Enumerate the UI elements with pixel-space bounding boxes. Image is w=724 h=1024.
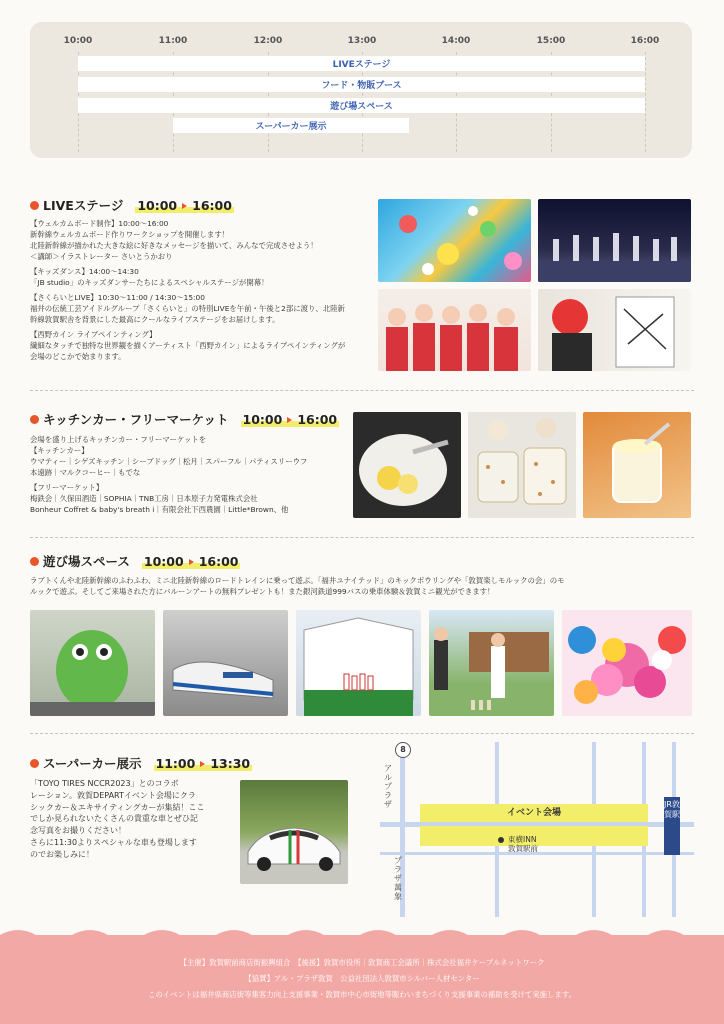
bullet-icon xyxy=(30,759,39,768)
access-map xyxy=(380,742,694,917)
arrow-icon xyxy=(182,203,187,209)
text-line: 福井の伝統工芸アイドルグループ「さくらいと」の特別LIVEを午前・午後と2部に渡り、北陸新 xyxy=(30,304,345,313)
section-title: スーパーカー展示 xyxy=(43,756,142,771)
time-label: 14:00 xyxy=(441,36,471,46)
bar-play-space: 遊び場スペース xyxy=(78,98,645,113)
text-line: さらに11:30よりスペシャルな車も登場します xyxy=(30,837,197,847)
time-end: 16:00 xyxy=(198,553,239,569)
text-line: でしか見られないたくさんの貴重な車とぜひ記 xyxy=(30,814,198,824)
text-line: 幹線敦賀駅舎を背景にした最高にクールなライブステージをお届けします。 xyxy=(30,315,280,324)
time-label: 10:00 xyxy=(63,36,93,46)
photo-kids-dance xyxy=(538,199,691,282)
event-venue: イベント会場 xyxy=(420,804,648,822)
text-line: 【キッチンカー】 xyxy=(30,446,89,455)
idol-group-icon xyxy=(378,289,531,371)
text-line: のでお楽しみに！ xyxy=(30,849,94,859)
map-label-alplaza: アルプラザ xyxy=(384,764,392,809)
photo-mini-shinkansen xyxy=(163,610,288,716)
time-start: 10:00 xyxy=(137,197,178,213)
photo-balloon-art xyxy=(562,610,692,716)
dancers-icon xyxy=(538,199,691,282)
bullet-icon xyxy=(30,201,39,210)
text-line: ウマティー｜シゲズキッチン｜シーブドッグ｜松月｜スパーフル｜パティスリーウフ xyxy=(30,457,308,466)
photo-sakuraito xyxy=(378,289,531,371)
text-line: 新幹線ウェルカムボード作りワークショップを開催します！ xyxy=(30,230,230,239)
mascot-icon xyxy=(30,610,155,716)
live-description xyxy=(30,218,370,362)
text-line: 「TOYO TIRES NCCR2023」とのコラボ xyxy=(30,779,179,788)
play-description xyxy=(30,575,694,597)
time-label: 16:00 xyxy=(630,36,660,46)
bar-supercar: スーパーカー展示 xyxy=(173,118,409,133)
photo-welcome-board xyxy=(378,199,531,282)
time-label: 13:00 xyxy=(347,36,377,46)
molkky-players-icon xyxy=(429,610,554,716)
photo-molkky xyxy=(429,610,554,716)
time-label: 15:00 xyxy=(536,36,566,46)
text-line: レーション。敦賀DEPARTイベント会場にクラ xyxy=(30,790,196,800)
text-line: ＜講師＞イラストレーター さいとうかおり xyxy=(30,252,173,261)
text-line: 本遠跡｜マルクコーヒー｜もでな xyxy=(30,468,141,477)
bowl-icon xyxy=(353,412,461,518)
text-line: シックカー＆エキサイティングカーが集結！ここ xyxy=(30,802,205,812)
bar-food-booth: フード・物販ブース xyxy=(78,77,645,92)
section-divider xyxy=(30,390,694,391)
route-number-badge: 8 xyxy=(395,742,411,758)
grid-line xyxy=(645,52,646,152)
text-line: 念写真をお撮りください！ xyxy=(30,826,126,836)
illustration-icon xyxy=(378,199,531,282)
text-line: 【ウェルカムボード制作】10:00～16:00 xyxy=(30,219,169,228)
bullet-icon xyxy=(30,415,39,424)
photo-live-painting xyxy=(538,289,691,371)
section-divider xyxy=(30,537,694,538)
painter-icon xyxy=(538,289,691,371)
train-icon xyxy=(163,610,288,716)
text-line: 【さくらいとLIVE】10:30～11:00 / 14:30～15:00 xyxy=(30,293,205,302)
text-line: Bonheur Coffret & baby's breath i｜有限会社下西農園｜Little*Brown、他 xyxy=(30,505,289,514)
pudding-jar-icon xyxy=(583,412,691,518)
timetable xyxy=(30,22,692,158)
map-label-plaza: プラザ萬象 xyxy=(394,856,402,901)
photo-mascot-balloon xyxy=(30,610,155,716)
hotel-name: 東横INN xyxy=(508,835,537,844)
kitchen-description xyxy=(30,434,350,515)
photo-supercar xyxy=(240,780,348,884)
hotel-area: 敦賀駅前 xyxy=(508,844,538,853)
time-end: 16:00 xyxy=(297,411,338,427)
section-time xyxy=(142,554,241,569)
section-time xyxy=(241,412,340,427)
photo-soup xyxy=(353,412,461,518)
section-time xyxy=(135,198,234,213)
text-line: 北陸新幹線が描かれた大きな絵に好きなメッセージを描いて、みんなで完成させよう！ xyxy=(30,241,318,250)
photo-baby-clothes xyxy=(468,412,576,518)
time-end: 16:00 xyxy=(192,197,232,213)
text-line: ルックで遊ぶ。そしてご来場された方にバルーンアートの無料プレゼントも！また銀河鉄道999バスの乗車体験＆敦賀ミニ観光ができます！ xyxy=(30,587,495,596)
section-title: LIVEステージ xyxy=(43,198,124,213)
hotel-marker-icon xyxy=(498,837,504,843)
hotel-label xyxy=(508,835,538,853)
text-line: 「JB studio」のキッズダンサーたちによるスペシャルステージが開幕！ xyxy=(30,278,269,287)
balloons-icon xyxy=(562,610,692,716)
section-time xyxy=(154,756,253,771)
text-line: 【西野カイン ライブペインティング】 xyxy=(30,330,157,339)
time-start: 10:00 xyxy=(143,553,184,569)
text-line: 【キッズダンス】14:00～14:30 xyxy=(30,267,139,276)
arrow-icon xyxy=(200,761,205,767)
text-line: 会場のどこかで始まります。 xyxy=(30,352,126,361)
arrow-icon xyxy=(189,559,194,565)
station-label: JR敦賀駅 xyxy=(664,797,680,855)
time-end: 13:30 xyxy=(210,755,251,771)
section-title: 遊び場スペース xyxy=(43,554,130,569)
clothes-icon xyxy=(468,412,576,518)
footer-note: このイベントは福井県商店街等集客力向上支援事業・敦賀市中心市街地等賑わいまちづくり支援事業の補助を受けて実施します。 xyxy=(148,990,576,999)
bullet-icon xyxy=(30,557,39,566)
arrow-icon xyxy=(287,417,292,423)
photo-kick-bowling xyxy=(296,610,421,716)
live-section-header xyxy=(30,196,234,214)
supercar-description xyxy=(30,778,235,861)
bowling-pins-icon xyxy=(296,610,421,716)
bar-live-stage: LIVEステージ xyxy=(78,56,645,71)
text-line: 梅鉄会｜久保田酒造｜SOPHIA｜TNB工房｜日本原子力発電株式会社 xyxy=(30,494,258,503)
section-divider xyxy=(30,733,694,734)
footer xyxy=(0,935,724,1024)
text-line: 【フリーマーケット】 xyxy=(30,483,104,492)
footer-sponsor: 【協賛】アル・プラザ敦賀 公益社団法人敦賀市シルバー人材センター xyxy=(244,974,480,983)
photo-pudding xyxy=(583,412,691,518)
play-section-header xyxy=(30,552,240,570)
section-title: キッチンカー・フリーマーケット xyxy=(43,412,229,427)
wave-border xyxy=(0,925,724,945)
time-label: 12:00 xyxy=(253,36,283,46)
supercar-section-header xyxy=(30,754,252,772)
footer-organizer: 【主催】敦賀駅前商店街振興組合 【後援】敦賀市役所｜敦賀商工会議所｜株式会社福井ケーブルネットワーク xyxy=(179,958,545,967)
time-start: 10:00 xyxy=(242,411,283,427)
text-line: 会場を盛り上げるキッチンカー・フリーマーケットを xyxy=(30,435,207,444)
time-start: 11:00 xyxy=(155,755,196,771)
sports-car-icon xyxy=(240,780,348,884)
text-line: 繊細なタッチで独特な世界観を描くアーティスト「西野カイン」によるライブペインティングが xyxy=(30,341,346,350)
kitchen-section-header xyxy=(30,410,339,428)
text-line: ラブトくんや北陸新幹線のふわふわ、ミニ北陸新幹線のロードトレインに乗って遊ぶ。「福井ユナイテッド」のキックボウリングや「敦賀楽しモルックの会」のモ xyxy=(30,576,565,585)
time-label: 11:00 xyxy=(158,36,188,46)
